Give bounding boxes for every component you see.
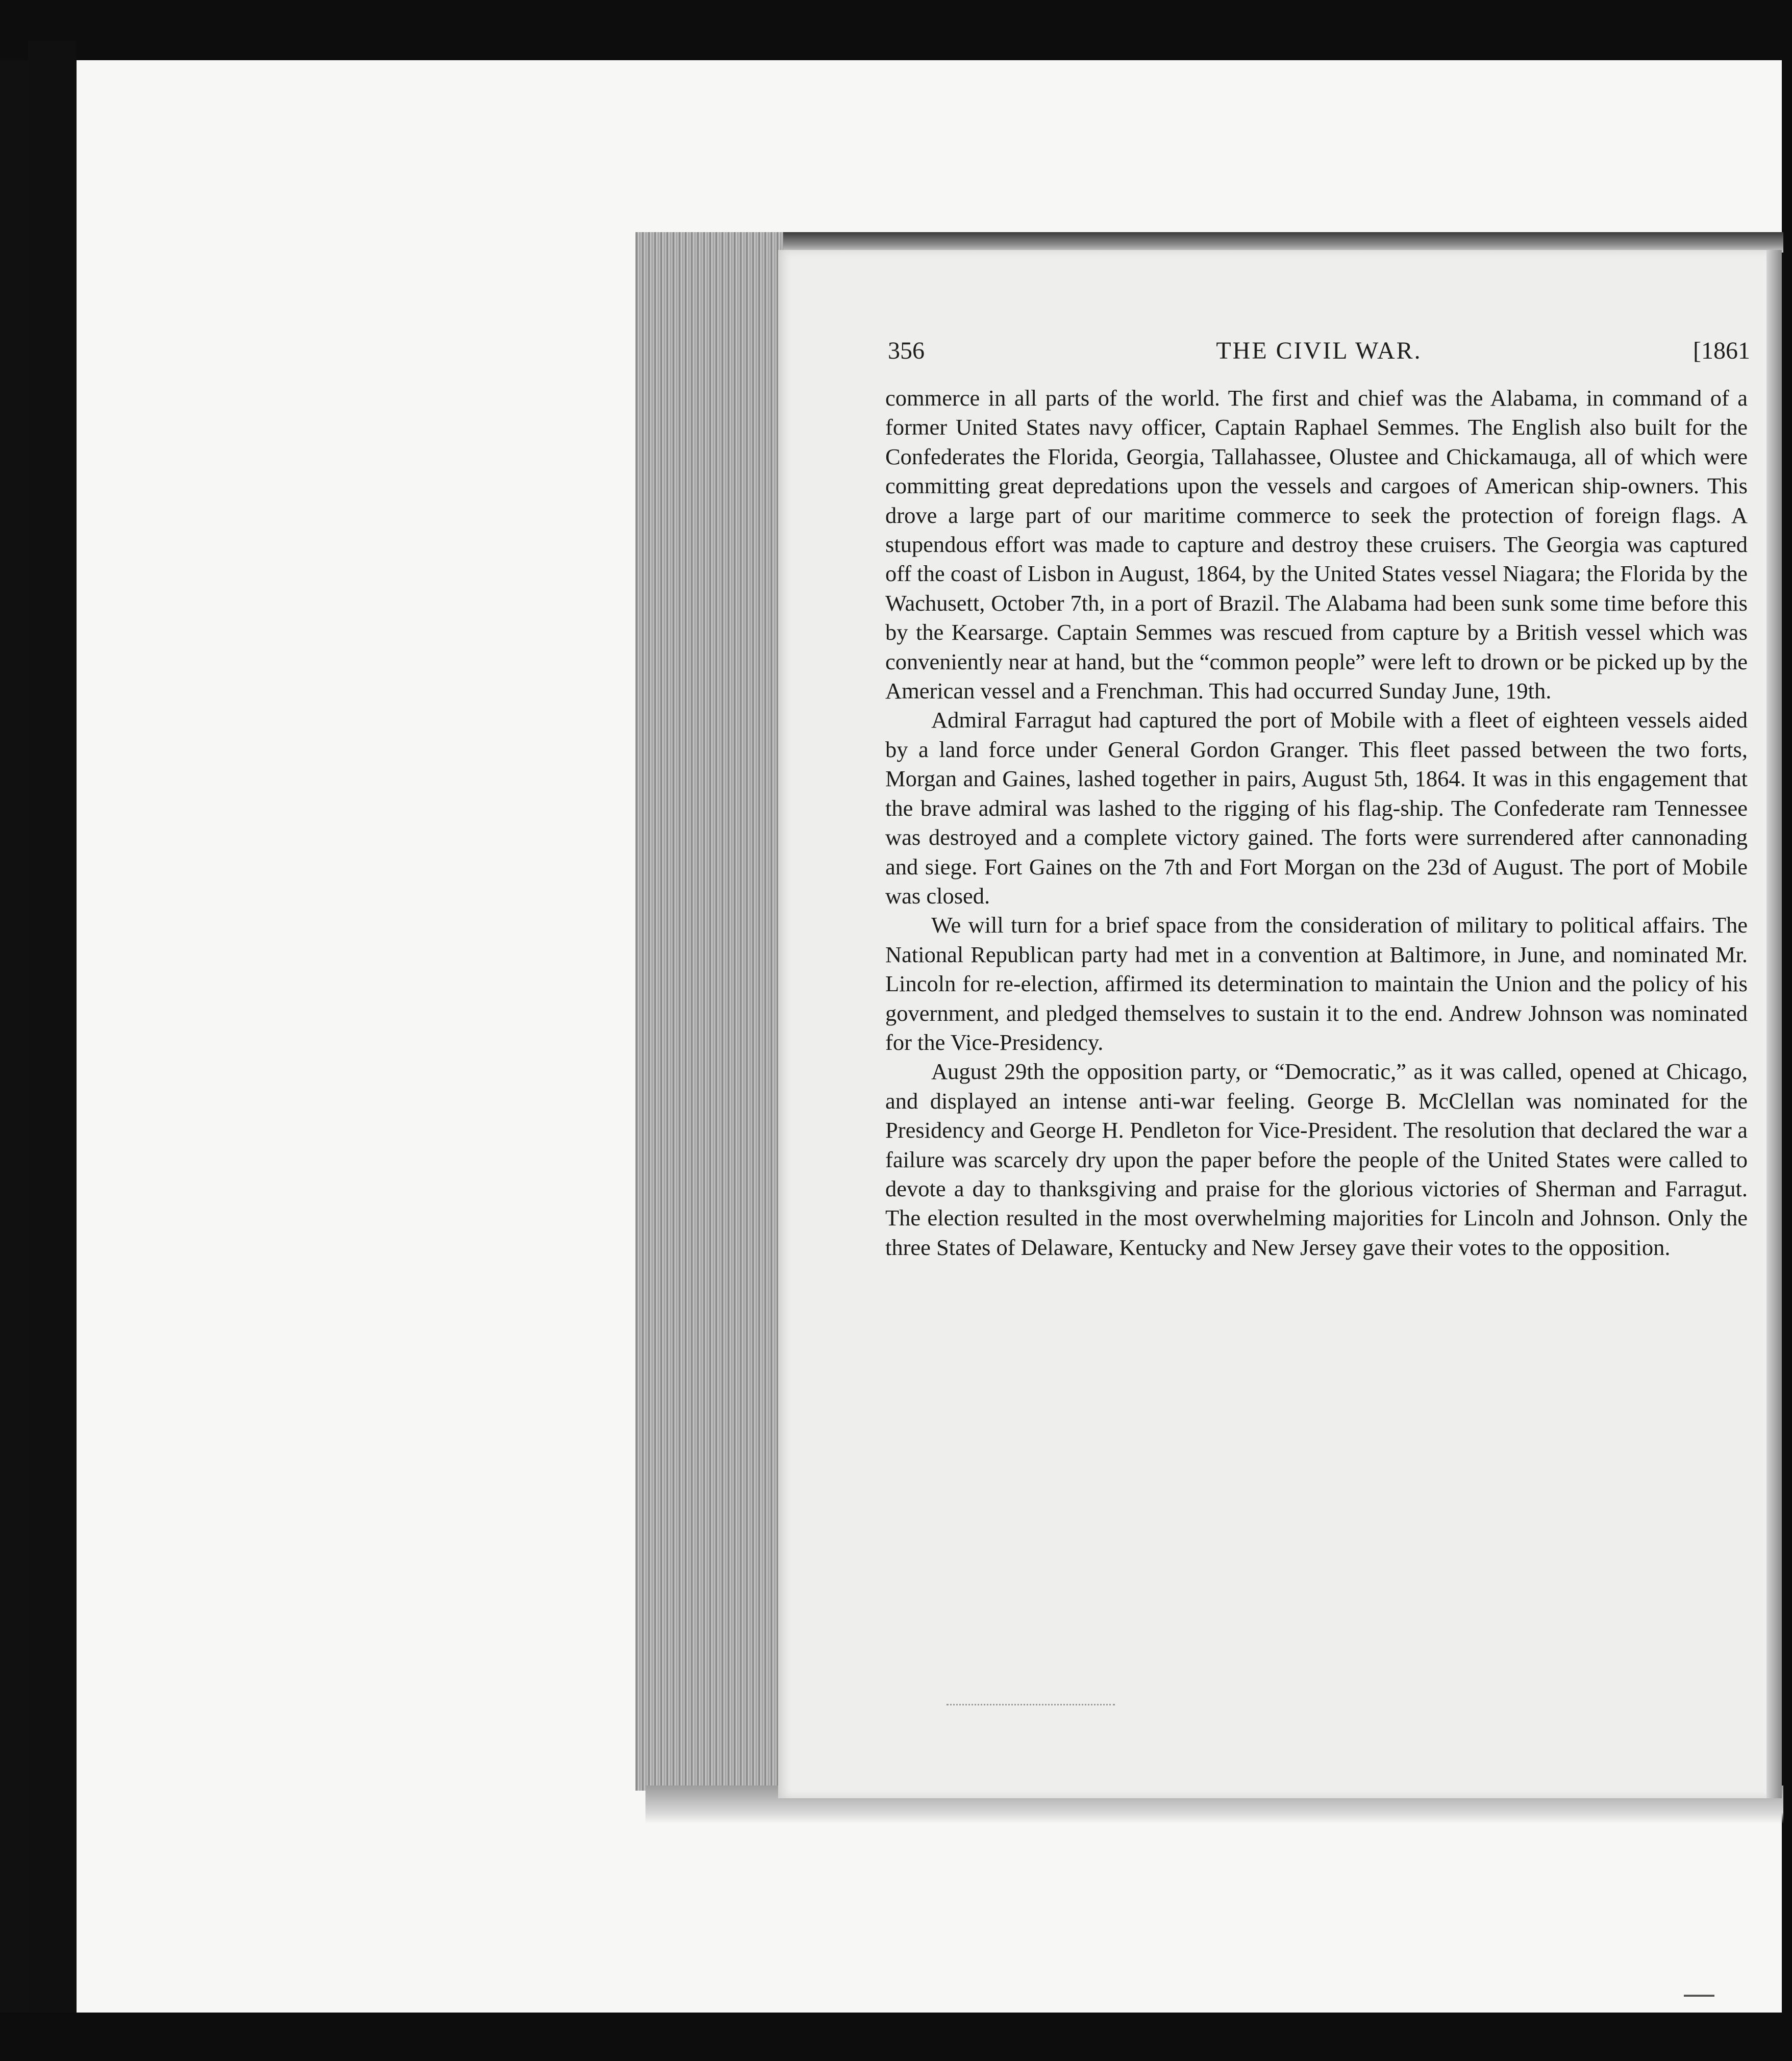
- book-right-edge: [1766, 250, 1782, 1798]
- running-header: [888, 337, 1750, 372]
- book-top-edge: [635, 232, 1783, 253]
- book-page-edges: [635, 232, 783, 1791]
- header-year: [1861: [1693, 337, 1750, 364]
- running-title: THE CIVIL WAR.: [1216, 337, 1422, 364]
- scan-top-border: [0, 0, 1792, 60]
- scan-left-border: [28, 41, 77, 2030]
- scan-right-border: [1782, 0, 1792, 2061]
- paragraph: August 29th the opposition party, or “Democratic,” as it was called, opened at Chicago, and displayed an intense anti-war feeling. George B. McClellan was nominated for the Presidency and George H. Pendleton for Vice-President. The resolution that declared the war a failure was scarcely dry upon the paper before the people of the United States were called to devote a day to thanksgiving and praise for the glorious victories of Sherman and Farragut. The election resulted in the most overwhelming majorities for Lincoln and Johnson. Only the three States of Delaware, Kentucky and New Jersey gave their votes to the opposition.: [885, 1059, 1748, 1260]
- body-text: [885, 384, 1748, 1262]
- paragraph: Admiral Farragut had captured the port of Mobile with a fleet of eighteen vessels aided by a land force under General Gordon Granger. This fleet passed between the two forts, Morgan and Gaines, lashed together in pairs, August 5th, 1864. It was in this engagement that the brave admiral was lashed to the rigging of his flag-ship. The Confederate ram Tennessee was destroyed and a complete victory gained. The forts were surrendered after cannonading and siege. Fort Gaines on the 7th and Fort Morgan on the 23d of August. The port of Mobile was closed.: [885, 707, 1748, 909]
- page-smudge: [947, 1704, 1115, 1711]
- scan-bottom-border: [0, 2013, 1792, 2061]
- page-number: 356: [888, 337, 925, 364]
- scan-mark: [1684, 1995, 1714, 2006]
- paragraph: commerce in all parts of the world. The first and chief was the Alabama, in command of a former United States navy officer, Captain Raphael Semmes. The English also built for the Confederates the Florida, Georgia, Tallahassee, Olustee and Chickamauga, all of which were committing great depredations upon the vessels and cargoes of American ship-owners. This drove a large part of our maritime commerce to seek the protection of foreign flags. A stupendous effort was made to capture and destroy these cruisers. The Georgia was captured off the coast of Lisbon in August, 1864, by the United States vessel Niagara; the Florida by the Wachusett, October 7th, in a port of Brazil. The Alabama had been sunk some time before this by the Kearsarge. Captain Semmes was rescued from capture by a British vessel which was conveniently near at hand, but the “common people” were left to drown or be picked up by the American vessel and a Frenchman. This had occurred Sunday June, 19th.: [885, 385, 1748, 704]
- paragraph: We will turn for a brief space from the consideration of military to political affairs. The National Republican party had met in a convention at Baltimore, in June, and nominated Mr. Lincoln for re-election, affirmed its determination to maintain the Union and the policy of his government, and pledged themselves to sustain it to the end. Andrew Johnson was nominated for the Vice-Presidency.: [885, 912, 1748, 1055]
